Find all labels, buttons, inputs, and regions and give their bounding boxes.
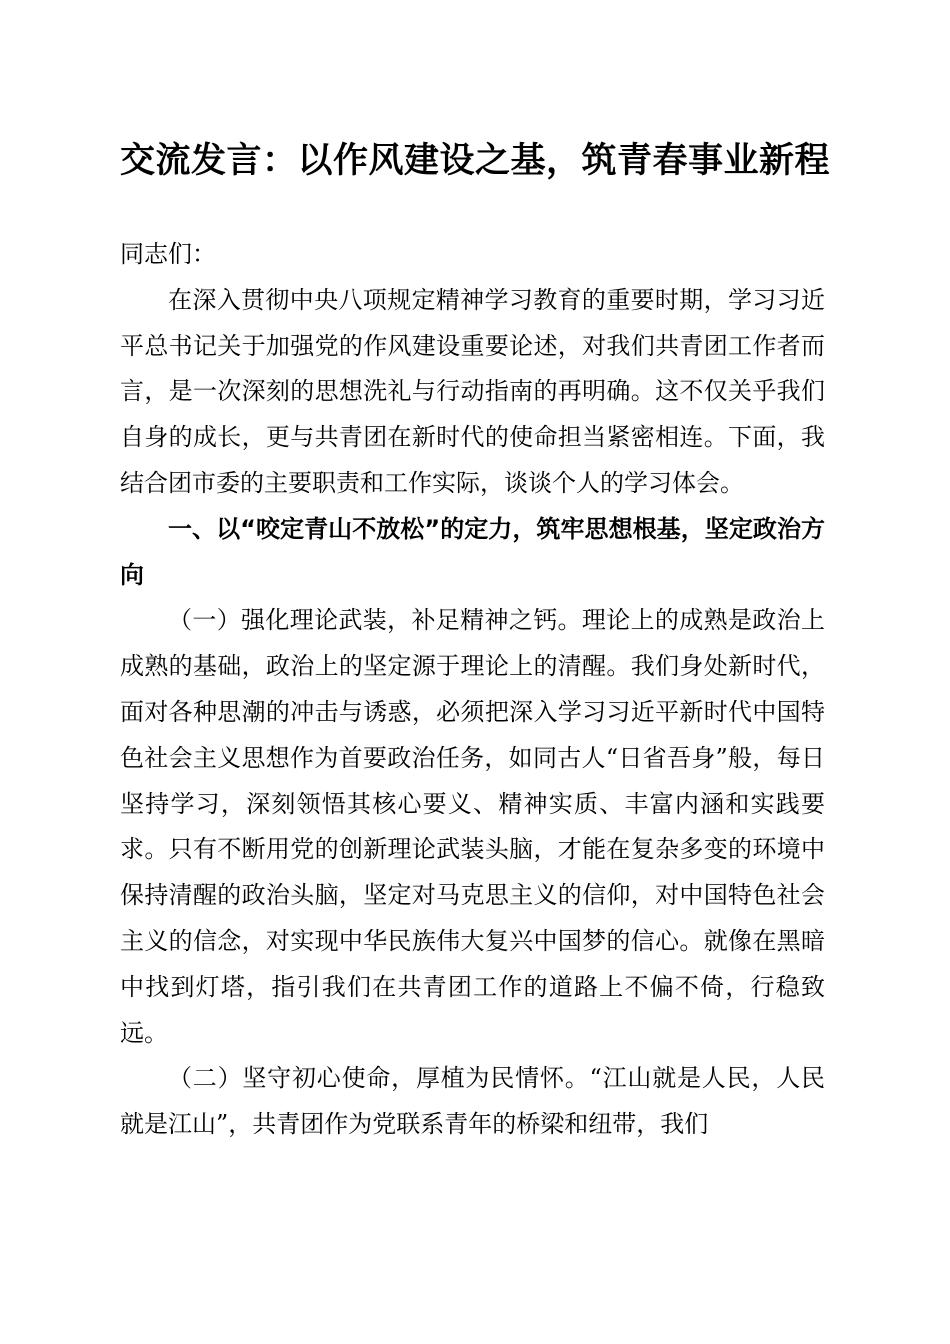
document-title: 交流发言：以作风建设之基，筑青春事业新程 xyxy=(119,140,830,181)
subsection-paragraph-2: （二）坚守初心使命，厚植为民情怀。“江山就是人民，人民就是江山”，共青团作为党联系青年的桥梁和纽带，我们 xyxy=(120,1064,825,1139)
intro-paragraph: 在深入贯彻中央八项规定精神学习教育的重要时期，学习习近平总书记关于加强党的作风建设重要论述，对我们共青团工作者而言，是一次深刻的思想洗礼与行动指南的再明确。这不仅关乎我们自身的成长，更与共青团在新时代的使命担当紧密相连。下面，我结合团市委的主要职责和工作实际，谈谈个人的学习体会。 xyxy=(120,285,825,497)
document-body xyxy=(120,232,825,1148)
subsection-paragraph-1: （一）强化理论武装，补足精神之钙。理论上的成熟是政治上成熟的基础，政治上的坚定源于理论上的清醒。我们身处新时代，面对各种思潮的冲击与诱惑，必须把深入学习习近平新时代中国特色社会主义思想作为首要政治任务，如同古人“日省吾身”般，每日坚持学习，深刻领悟其核心要义、精神实质、丰富内涵和实践要求。只有不断用党的创新理论武装头脑，才能在复杂多变的环境中保持清醒的政治头脑，坚定对马克思主义的信仰，对中国特色社会主义的信念，对实现中华民族伟大复兴中国梦的信心。就像在黑暗中找到灯塔，指引我们在共青团工作的道路上不偏不倚，行稳致远。 xyxy=(120,606,825,1047)
salutation: 同志们： xyxy=(120,240,216,268)
section-heading-1: 一、以“咬定青山不放松”的定力，筑牢思想根基，坚定政治方向 xyxy=(120,514,825,589)
